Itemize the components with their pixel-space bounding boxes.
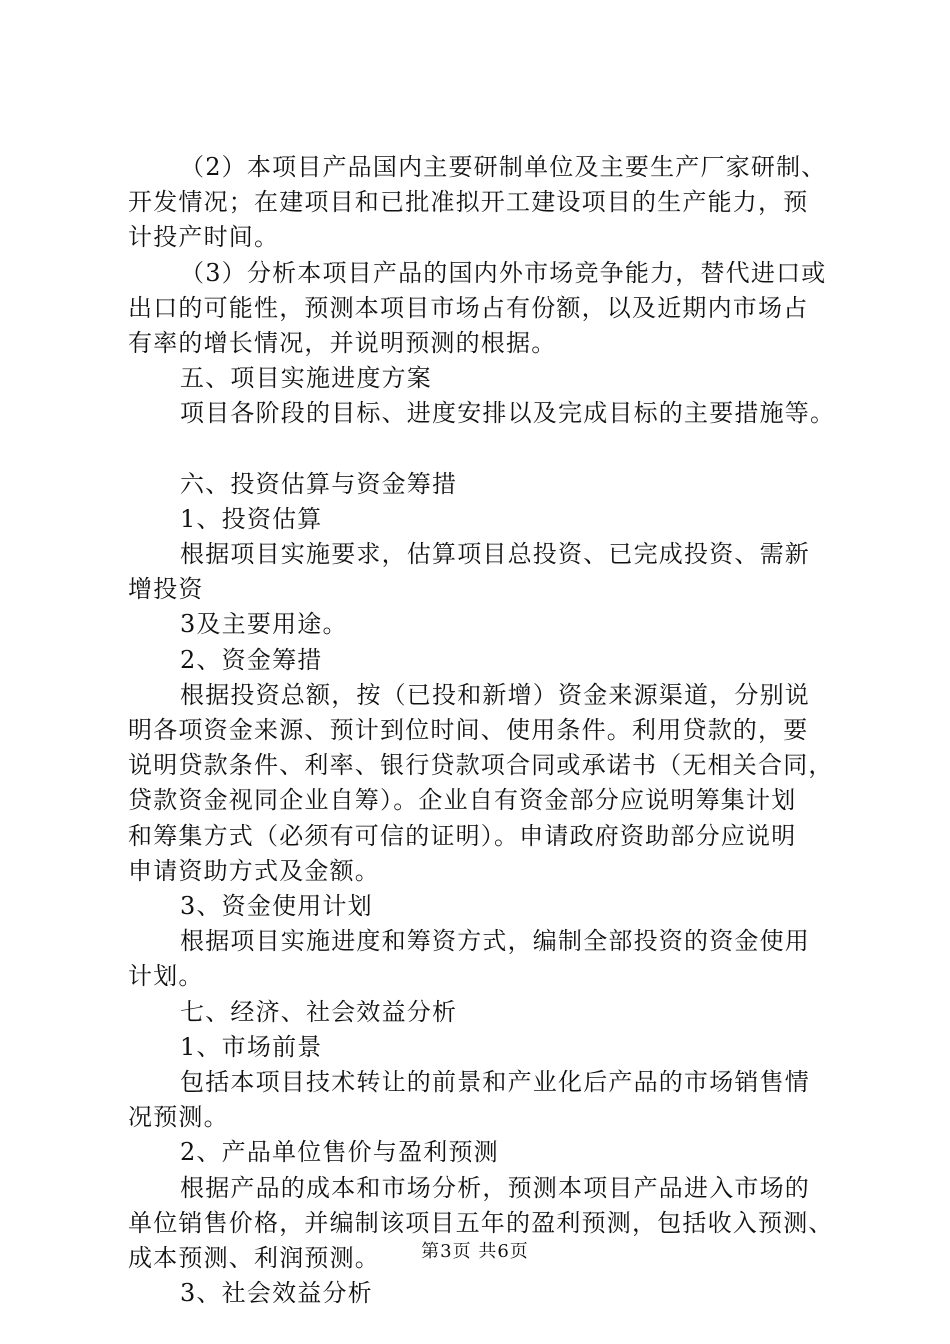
text-line: 根据项目实施进度和筹资方式，编制全部投资的资金使用 (180, 927, 810, 956)
blank-line (128, 432, 840, 467)
text-line: 说明贷款条件、利率、银行贷款项合同或承诺书（无相关合同， (128, 751, 834, 780)
text-line: 五、项目实施进度方案 (180, 364, 432, 393)
text-line: 计投产时间。 (128, 223, 280, 252)
text-line: 3、社会效益分析 (180, 1279, 373, 1308)
text-line: 1、投资估算 (180, 504, 323, 533)
text-line: （2）本项目产品国内主要研制单位及主要生产厂家研制、 (180, 153, 827, 181)
text-line: 成本预测、利润预测。 (128, 1244, 380, 1273)
text-line: 况预测。 (128, 1103, 229, 1132)
text-line: 单位销售价格，并编制该项目五年的盈利预测，包括收入预测、 (128, 1208, 834, 1237)
text-line: 3及主要用途。 (180, 610, 348, 639)
document-body (128, 150, 840, 1312)
text-line: 有率的增长情况，并说明预测的根据。 (128, 329, 557, 358)
text-line: 1、市场前景 (180, 1032, 323, 1061)
text-line: 开发情况；在建项目和已批准拟开工建设项目的生产能力，预 (128, 188, 809, 217)
text-line: 出口的可能性，预测本项目市场占有份额，以及近期内市场占 (128, 293, 809, 322)
text-line: 2、产品单位售价与盈利预测 (180, 1138, 499, 1167)
text-line: 项目各阶段的目标、进度安排以及完成目标的主要措施等。 (180, 399, 836, 428)
text-line: 根据产品的成本和市场分析，预测本项目产品进入市场的 (180, 1173, 810, 1202)
text-line: 申请资助方式及金额。 (128, 856, 380, 885)
text-line: 根据投资总额，按（已投和新增）资金来源渠道，分别说 (180, 680, 810, 709)
text-line: 贷款资金视同企业自筹）。企业自有资金部分应说明筹集计划 (128, 786, 797, 815)
text-line: 包括本项目技术转让的前景和产业化后产品的市场销售情 (180, 1068, 810, 1097)
text-line: 增投资 (128, 575, 204, 604)
text-line: 3、资金使用计划 (180, 892, 373, 921)
text-line: 七、经济、社会效益分析 (180, 997, 458, 1026)
text-line: 明各项资金来源、预计到位时间、使用条件。利用贷款的，要 (128, 716, 809, 745)
text-line: 和筹集方式（必须有可信的证明）。申请政府资助部分应说明 (128, 821, 797, 850)
text-line: 根据项目实施要求，估算项目总投资、已完成投资、需新 (180, 540, 810, 569)
text-line: （3）分析本项目产品的国内外市场竞争能力，替代进口或 (180, 258, 827, 287)
text-line: 计划。 (128, 962, 204, 991)
text-line: 六、投资估算与资金筹措 (180, 469, 458, 498)
page-footer: 第3页 共6页 (421, 1241, 529, 1262)
text-line: 2、资金筹措 (180, 645, 323, 674)
